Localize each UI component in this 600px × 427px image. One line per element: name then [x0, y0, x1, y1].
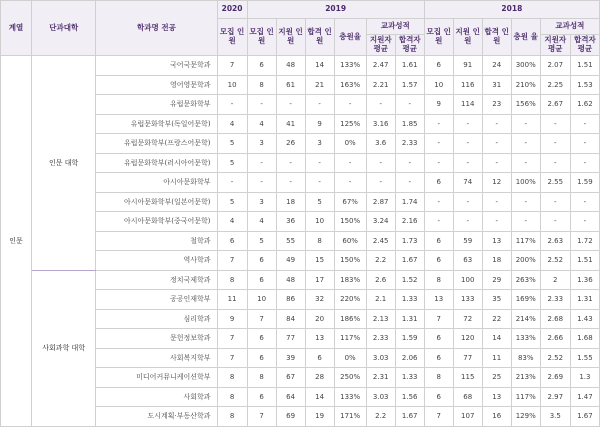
- accepted-avg-2018-cell: 1.68: [570, 329, 599, 349]
- applicants-2018-cell: -: [453, 192, 482, 212]
- department-cell: 아시아문화학부(일본어문학): [96, 192, 217, 212]
- accepted-2018-cell: 24: [482, 56, 511, 76]
- accepted-2019-cell: 9: [305, 114, 334, 134]
- applicants-2018-cell: 63: [453, 251, 482, 271]
- applicant-avg-2018-cell: -: [540, 192, 570, 212]
- fill-rate-2019-cell: 125%: [334, 114, 366, 134]
- accepted-avg-2019-cell: 1.57: [395, 75, 424, 95]
- applicant-avg-2018-cell: 2.07: [540, 56, 570, 76]
- applicant-avg-2019-cell: 2.2: [366, 407, 395, 427]
- applicant-avg-2018-cell: 2.67: [540, 95, 570, 115]
- table-row: [1, 56, 600, 76]
- department-cell: 사회학과: [96, 387, 217, 407]
- applicants-2018-cell: 72: [453, 309, 482, 329]
- recruit-2018-cell: 6: [424, 231, 453, 251]
- header-applicant-avg-2019: 지원자 평균: [366, 35, 395, 56]
- accepted-avg-2019-cell: 1.67: [395, 407, 424, 427]
- applicant-avg-2019-cell: 3.6: [366, 134, 395, 154]
- applicants-2019-cell: 36: [276, 212, 305, 232]
- applicants-2018-cell: 133: [453, 290, 482, 310]
- fill-rate-2019-cell: 133%: [334, 387, 366, 407]
- recruit-2019-cell: -: [247, 153, 276, 173]
- accepted-avg-2019-cell: 1.52: [395, 270, 424, 290]
- applicant-avg-2019-cell: -: [366, 153, 395, 173]
- accepted-2019-cell: 3: [305, 134, 334, 154]
- accepted-avg-2018-cell: -: [570, 114, 599, 134]
- accepted-avg-2018-cell: 1.31: [570, 290, 599, 310]
- accepted-avg-2018-cell: -: [570, 134, 599, 154]
- applicants-2019-cell: 48: [276, 270, 305, 290]
- accepted-avg-2018-cell: -: [570, 212, 599, 232]
- recruit-2020-cell: 8: [217, 270, 247, 290]
- recruit-2018-cell: 6: [424, 387, 453, 407]
- header-applicants-2019: 지원 인원: [276, 19, 305, 56]
- department-cell: 도시계획·부동산학과: [96, 407, 217, 427]
- accepted-2018-cell: -: [482, 134, 511, 154]
- accepted-2019-cell: 17: [305, 270, 334, 290]
- header-year-2020: 2020: [217, 1, 247, 19]
- recruit-2020-cell: 5: [217, 192, 247, 212]
- recruit-2018-cell: 6: [424, 329, 453, 349]
- applicant-avg-2019-cell: 2.6: [366, 270, 395, 290]
- recruit-2019-cell: 7: [247, 309, 276, 329]
- recruit-2020-cell: 6: [217, 231, 247, 251]
- recruit-2020-cell: 9: [217, 309, 247, 329]
- applicant-avg-2018-cell: 2.97: [540, 387, 570, 407]
- applicant-avg-2019-cell: 2.33: [366, 329, 395, 349]
- recruit-2019-cell: 6: [247, 251, 276, 271]
- accepted-2019-cell: 19: [305, 407, 334, 427]
- applicants-2018-cell: 59: [453, 231, 482, 251]
- fill-rate-2018-cell: -: [511, 192, 540, 212]
- department-cell: 정치국제학과: [96, 270, 217, 290]
- recruit-2019-cell: 6: [247, 387, 276, 407]
- recruit-2019-cell: 3: [247, 134, 276, 154]
- accepted-avg-2019-cell: 1.59: [395, 329, 424, 349]
- fill-rate-2018-cell: 156%: [511, 95, 540, 115]
- department-cell: 문헌정보학과: [96, 329, 217, 349]
- accepted-2019-cell: 14: [305, 387, 334, 407]
- recruit-2019-cell: 6: [247, 348, 276, 368]
- recruit-2019-cell: 4: [247, 212, 276, 232]
- accepted-avg-2019-cell: 1.33: [395, 290, 424, 310]
- college-humanities-cell: 인문 대학: [32, 56, 96, 271]
- applicant-avg-2018-cell: 2.68: [540, 309, 570, 329]
- recruit-2019-cell: 6: [247, 270, 276, 290]
- applicants-2018-cell: -: [453, 212, 482, 232]
- accepted-avg-2019-cell: 1.56: [395, 387, 424, 407]
- recruit-2019-cell: -: [247, 173, 276, 193]
- header-recruit-2019: 모집 인원: [247, 19, 276, 56]
- accepted-2019-cell: -: [305, 153, 334, 173]
- recruit-2020-cell: 5: [217, 153, 247, 173]
- fill-rate-2019-cell: 163%: [334, 75, 366, 95]
- accepted-2018-cell: 12: [482, 173, 511, 193]
- fill-rate-2019-cell: 60%: [334, 231, 366, 251]
- accepted-avg-2019-cell: 1.74: [395, 192, 424, 212]
- accepted-avg-2018-cell: 1.3: [570, 368, 599, 388]
- accepted-avg-2018-cell: -: [570, 192, 599, 212]
- fill-rate-2018-cell: 133%: [511, 329, 540, 349]
- accepted-2019-cell: 32: [305, 290, 334, 310]
- table-body: [1, 56, 600, 427]
- accepted-2019-cell: 28: [305, 368, 334, 388]
- fill-rate-2019-cell: 220%: [334, 290, 366, 310]
- fill-rate-2018-cell: 214%: [511, 309, 540, 329]
- recruit-2020-cell: 7: [217, 251, 247, 271]
- accepted-avg-2019-cell: 1.85: [395, 114, 424, 134]
- recruit-2018-cell: 6: [424, 173, 453, 193]
- accepted-avg-2019-cell: 1.73: [395, 231, 424, 251]
- applicants-2018-cell: -: [453, 114, 482, 134]
- accepted-avg-2018-cell: 1.62: [570, 95, 599, 115]
- accepted-avg-2019-cell: 2.33: [395, 134, 424, 154]
- recruit-2020-cell: 8: [217, 368, 247, 388]
- applicants-2019-cell: 49: [276, 251, 305, 271]
- accepted-2019-cell: -: [305, 173, 334, 193]
- applicant-avg-2019-cell: 2.31: [366, 368, 395, 388]
- recruit-2018-cell: 7: [424, 407, 453, 427]
- department-cell: 철학과: [96, 231, 217, 251]
- applicant-avg-2018-cell: -: [540, 114, 570, 134]
- recruit-2020-cell: 8: [217, 407, 247, 427]
- recruit-2020-cell: 7: [217, 329, 247, 349]
- applicants-2019-cell: -: [276, 173, 305, 193]
- applicant-avg-2019-cell: 2.45: [366, 231, 395, 251]
- accepted-avg-2018-cell: 1.51: [570, 251, 599, 271]
- fill-rate-2018-cell: -: [511, 134, 540, 154]
- header-applicants-2018: 지원 인원: [453, 19, 482, 56]
- applicants-2019-cell: 18: [276, 192, 305, 212]
- fill-rate-2018-cell: 117%: [511, 387, 540, 407]
- accepted-2018-cell: 14: [482, 329, 511, 349]
- applicants-2018-cell: 100: [453, 270, 482, 290]
- applicants-2018-cell: 107: [453, 407, 482, 427]
- fill-rate-2019-cell: 183%: [334, 270, 366, 290]
- fill-rate-2019-cell: 67%: [334, 192, 366, 212]
- category-cell: 인문: [1, 56, 32, 427]
- accepted-2018-cell: 18: [482, 251, 511, 271]
- recruit-2019-cell: 5: [247, 231, 276, 251]
- accepted-avg-2019-cell: 1.67: [395, 251, 424, 271]
- recruit-2019-cell: 6: [247, 329, 276, 349]
- applicant-avg-2018-cell: 2.33: [540, 290, 570, 310]
- accepted-2018-cell: -: [482, 114, 511, 134]
- applicant-avg-2019-cell: 3.16: [366, 114, 395, 134]
- recruit-2018-cell: 9: [424, 95, 453, 115]
- applicant-avg-2019-cell: -: [366, 173, 395, 193]
- applicants-2018-cell: 120: [453, 329, 482, 349]
- fill-rate-2018-cell: -: [511, 153, 540, 173]
- fill-rate-2019-cell: -: [334, 95, 366, 115]
- recruit-2020-cell: 5: [217, 134, 247, 154]
- header-department: 학과명 전공: [96, 1, 217, 56]
- header-recruit-2020: 모집 인원: [217, 19, 247, 56]
- applicants-2018-cell: 68: [453, 387, 482, 407]
- department-cell: 유럽문화학부(프랑스어문학): [96, 134, 217, 154]
- recruit-2020-cell: 8: [217, 387, 247, 407]
- fill-rate-2019-cell: 171%: [334, 407, 366, 427]
- accepted-2018-cell: 31: [482, 75, 511, 95]
- applicant-avg-2019-cell: 2.87: [366, 192, 395, 212]
- department-cell: 아시아문화학부: [96, 173, 217, 193]
- applicants-2018-cell: 115: [453, 368, 482, 388]
- recruit-2018-cell: 13: [424, 290, 453, 310]
- applicants-2018-cell: 74: [453, 173, 482, 193]
- applicant-avg-2018-cell: -: [540, 153, 570, 173]
- applicants-2019-cell: 61: [276, 75, 305, 95]
- accepted-2019-cell: 6: [305, 348, 334, 368]
- fill-rate-2018-cell: 300%: [511, 56, 540, 76]
- accepted-2018-cell: 16: [482, 407, 511, 427]
- header-year-2019: 2019: [247, 1, 424, 19]
- applicants-2019-cell: 77: [276, 329, 305, 349]
- accepted-2018-cell: 29: [482, 270, 511, 290]
- accepted-avg-2019-cell: 1.33: [395, 368, 424, 388]
- applicants-2019-cell: 84: [276, 309, 305, 329]
- accepted-avg-2019-cell: 2.06: [395, 348, 424, 368]
- accepted-2019-cell: -: [305, 95, 334, 115]
- recruit-2020-cell: 7: [217, 56, 247, 76]
- accepted-2019-cell: 14: [305, 56, 334, 76]
- applicants-2019-cell: -: [276, 153, 305, 173]
- accepted-2018-cell: -: [482, 212, 511, 232]
- header-accepted-2019: 합격 인원: [305, 19, 334, 56]
- recruit-2020-cell: 11: [217, 290, 247, 310]
- applicants-2018-cell: 116: [453, 75, 482, 95]
- applicant-avg-2019-cell: 2.13: [366, 309, 395, 329]
- fill-rate-2019-cell: 117%: [334, 329, 366, 349]
- header-grades-2018: 교과성적: [540, 19, 599, 35]
- accepted-2019-cell: 21: [305, 75, 334, 95]
- applicant-avg-2018-cell: 3.5: [540, 407, 570, 427]
- applicant-avg-2018-cell: 2.25: [540, 75, 570, 95]
- applicant-avg-2018-cell: 2.63: [540, 231, 570, 251]
- fill-rate-2019-cell: 0%: [334, 348, 366, 368]
- applicants-2019-cell: 55: [276, 231, 305, 251]
- recruit-2018-cell: -: [424, 212, 453, 232]
- fill-rate-2019-cell: 133%: [334, 56, 366, 76]
- accepted-avg-2018-cell: 1.53: [570, 75, 599, 95]
- accepted-avg-2018-cell: 1.59: [570, 173, 599, 193]
- recruit-2019-cell: 4: [247, 114, 276, 134]
- recruit-2018-cell: -: [424, 114, 453, 134]
- recruit-2018-cell: 7: [424, 309, 453, 329]
- applicant-avg-2018-cell: 2: [540, 270, 570, 290]
- accepted-2018-cell: 25: [482, 368, 511, 388]
- accepted-2019-cell: 15: [305, 251, 334, 271]
- applicant-avg-2018-cell: 2.52: [540, 251, 570, 271]
- recruit-2018-cell: 6: [424, 348, 453, 368]
- fill-rate-2018-cell: 200%: [511, 251, 540, 271]
- recruit-2020-cell: 10: [217, 75, 247, 95]
- recruit-2018-cell: -: [424, 153, 453, 173]
- header-recruit-2018: 모집 인원: [424, 19, 453, 56]
- header-college: 단과대학: [32, 1, 96, 56]
- applicants-2019-cell: 67: [276, 368, 305, 388]
- fill-rate-2018-cell: 129%: [511, 407, 540, 427]
- accepted-avg-2019-cell: -: [395, 95, 424, 115]
- fill-rate-2019-cell: 250%: [334, 368, 366, 388]
- applicants-2018-cell: 91: [453, 56, 482, 76]
- recruit-2019-cell: 6: [247, 56, 276, 76]
- accepted-2018-cell: 11: [482, 348, 511, 368]
- applicant-avg-2019-cell: 2.1: [366, 290, 395, 310]
- accepted-avg-2018-cell: -: [570, 153, 599, 173]
- recruit-2018-cell: 8: [424, 368, 453, 388]
- recruit-2019-cell: -: [247, 95, 276, 115]
- recruit-2018-cell: 10: [424, 75, 453, 95]
- header-year-2018: 2018: [424, 1, 599, 19]
- fill-rate-2018-cell: -: [511, 114, 540, 134]
- recruit-2018-cell: -: [424, 192, 453, 212]
- applicant-avg-2018-cell: 2.66: [540, 329, 570, 349]
- department-cell: 역사학과: [96, 251, 217, 271]
- accepted-avg-2019-cell: 1.61: [395, 56, 424, 76]
- accepted-avg-2018-cell: 1.67: [570, 407, 599, 427]
- accepted-2019-cell: 5: [305, 192, 334, 212]
- department-cell: 공공인재학부: [96, 290, 217, 310]
- header-grades-2019: 교과성적: [366, 19, 424, 35]
- department-cell: 아시아문화학부(중국어문학): [96, 212, 217, 232]
- header-fill-rate-2019: 충원율: [334, 19, 366, 56]
- accepted-2018-cell: -: [482, 192, 511, 212]
- accepted-2019-cell: 10: [305, 212, 334, 232]
- accepted-avg-2018-cell: 1.55: [570, 348, 599, 368]
- recruit-2019-cell: 8: [247, 75, 276, 95]
- fill-rate-2018-cell: 263%: [511, 270, 540, 290]
- fill-rate-2019-cell: -: [334, 173, 366, 193]
- fill-rate-2018-cell: 100%: [511, 173, 540, 193]
- recruit-2020-cell: -: [217, 173, 247, 193]
- department-cell: 유럽문화학부: [96, 95, 217, 115]
- applicant-avg-2019-cell: 3.03: [366, 348, 395, 368]
- header-category: 계열: [1, 1, 32, 56]
- department-cell: 유럽문화학부(러시아어문학): [96, 153, 217, 173]
- recruit-2018-cell: -: [424, 134, 453, 154]
- applicants-2018-cell: -: [453, 134, 482, 154]
- applicants-2019-cell: 26: [276, 134, 305, 154]
- accepted-2018-cell: 23: [482, 95, 511, 115]
- applicants-2019-cell: 41: [276, 114, 305, 134]
- accepted-2018-cell: 13: [482, 231, 511, 251]
- applicant-avg-2018-cell: 2.69: [540, 368, 570, 388]
- recruit-2019-cell: 7: [247, 407, 276, 427]
- accepted-2019-cell: 8: [305, 231, 334, 251]
- fill-rate-2018-cell: -: [511, 212, 540, 232]
- applicants-2018-cell: 114: [453, 95, 482, 115]
- department-cell: 미디어커뮤니케이션학부: [96, 368, 217, 388]
- applicants-2018-cell: 77: [453, 348, 482, 368]
- recruit-2019-cell: 8: [247, 368, 276, 388]
- header-accepted-avg-2019: 합격자 평균: [395, 35, 424, 56]
- fill-rate-2018-cell: 83%: [511, 348, 540, 368]
- department-cell: 유럽문화학부(독일어문학): [96, 114, 217, 134]
- applicant-avg-2018-cell: 2.52: [540, 348, 570, 368]
- accepted-avg-2019-cell: -: [395, 173, 424, 193]
- applicants-2019-cell: 86: [276, 290, 305, 310]
- fill-rate-2018-cell: 169%: [511, 290, 540, 310]
- recruit-2018-cell: 8: [424, 270, 453, 290]
- department-cell: 심리학과: [96, 309, 217, 329]
- fill-rate-2019-cell: 186%: [334, 309, 366, 329]
- header-accepted-avg-2018: 합격자 평균: [570, 35, 599, 56]
- applicant-avg-2018-cell: -: [540, 134, 570, 154]
- recruit-2018-cell: 6: [424, 56, 453, 76]
- accepted-avg-2018-cell: 1.72: [570, 231, 599, 251]
- applicant-avg-2019-cell: 3.03: [366, 387, 395, 407]
- accepted-avg-2018-cell: 1.47: [570, 387, 599, 407]
- header-accepted-2018: 합격 인원: [482, 19, 511, 56]
- recruit-2020-cell: 7: [217, 348, 247, 368]
- college-social-cell: 사회과학 대학: [32, 270, 96, 426]
- department-cell: 영어영문학과: [96, 75, 217, 95]
- table-row: [1, 270, 600, 290]
- accepted-2018-cell: 13: [482, 387, 511, 407]
- fill-rate-2019-cell: 150%: [334, 251, 366, 271]
- fill-rate-2019-cell: -: [334, 153, 366, 173]
- recruit-2019-cell: 10: [247, 290, 276, 310]
- department-cell: 사회복지학부: [96, 348, 217, 368]
- applicant-avg-2019-cell: 2.21: [366, 75, 395, 95]
- department-cell: 국어국문학과: [96, 56, 217, 76]
- accepted-avg-2019-cell: 1.31: [395, 309, 424, 329]
- fill-rate-2019-cell: 0%: [334, 134, 366, 154]
- accepted-2018-cell: 35: [482, 290, 511, 310]
- applicant-avg-2019-cell: 2.2: [366, 251, 395, 271]
- accepted-2018-cell: 22: [482, 309, 511, 329]
- applicant-avg-2019-cell: 2.47: [366, 56, 395, 76]
- accepted-2018-cell: -: [482, 153, 511, 173]
- fill-rate-2018-cell: 210%: [511, 75, 540, 95]
- recruit-2020-cell: 4: [217, 114, 247, 134]
- applicant-avg-2018-cell: 2.55: [540, 173, 570, 193]
- applicant-avg-2018-cell: -: [540, 212, 570, 232]
- applicant-avg-2019-cell: 3.24: [366, 212, 395, 232]
- accepted-avg-2019-cell: 2.16: [395, 212, 424, 232]
- applicants-2019-cell: -: [276, 95, 305, 115]
- fill-rate-2019-cell: 150%: [334, 212, 366, 232]
- applicants-2019-cell: 69: [276, 407, 305, 427]
- applicants-2019-cell: 64: [276, 387, 305, 407]
- applicant-avg-2019-cell: -: [366, 95, 395, 115]
- accepted-2019-cell: 20: [305, 309, 334, 329]
- applicants-2018-cell: -: [453, 153, 482, 173]
- recruit-2018-cell: 6: [424, 251, 453, 271]
- accepted-avg-2019-cell: -: [395, 153, 424, 173]
- applicants-2019-cell: 39: [276, 348, 305, 368]
- fill-rate-2018-cell: 117%: [511, 231, 540, 251]
- recruit-2020-cell: 4: [217, 212, 247, 232]
- recruit-2019-cell: 3: [247, 192, 276, 212]
- applicants-2019-cell: 48: [276, 56, 305, 76]
- accepted-2019-cell: 13: [305, 329, 334, 349]
- accepted-avg-2018-cell: 1.51: [570, 56, 599, 76]
- header-applicant-avg-2018: 지원자 평균: [540, 35, 570, 56]
- header-fill-rate-2018: 충원 율: [511, 19, 540, 56]
- accepted-avg-2018-cell: 1.43: [570, 309, 599, 329]
- fill-rate-2018-cell: 213%: [511, 368, 540, 388]
- recruit-2020-cell: -: [217, 95, 247, 115]
- accepted-avg-2018-cell: 1.36: [570, 270, 599, 290]
